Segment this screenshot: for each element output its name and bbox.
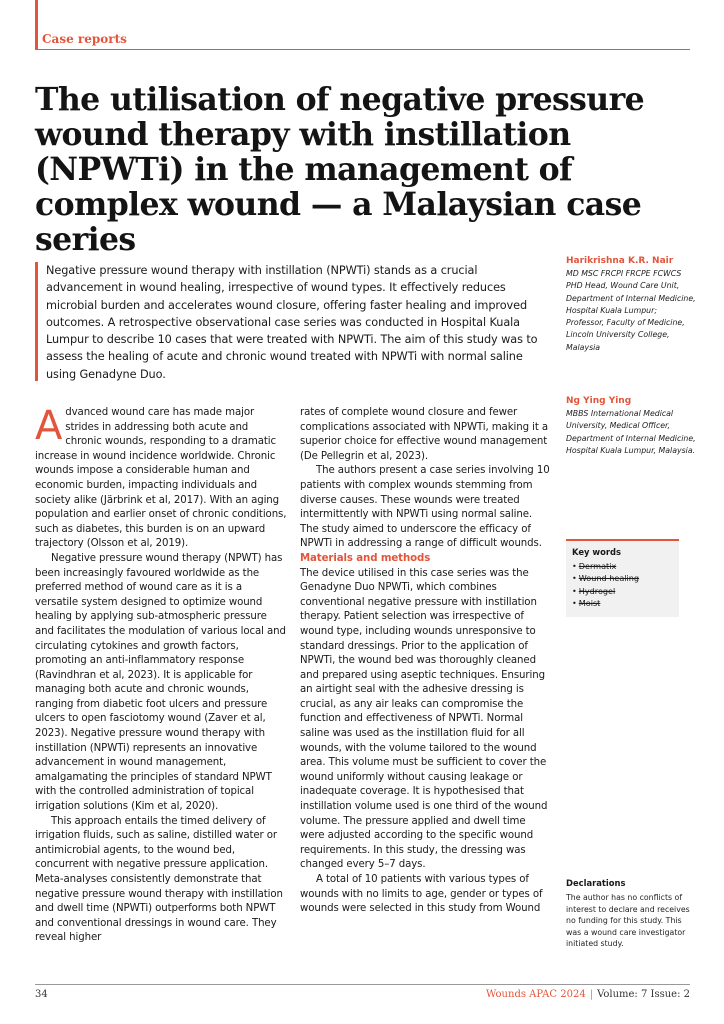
keywords-title: Key words — [572, 547, 621, 557]
body-column-1 — [35, 403, 287, 946]
body-paragraph: A total of 10 patients with various types of wounds with no limits to age, gender or types of wounds were selected in this study from Wound — [300, 874, 543, 915]
footer-journal-info — [486, 989, 690, 1000]
keywords-list — [572, 560, 673, 610]
author-affiliation: MBBS International Medical University, Medical Officer, Department of Internal Medicine, Hospital Kuala Lumpur, Malaysia. — [566, 409, 696, 455]
author-name: Ng Ying Ying — [566, 396, 632, 406]
declarations-title: Declarations — [566, 878, 626, 888]
abstract: Negative pressure wound therapy with instillation (NPWTi) stands as a crucial advancement in wound healing, irrespective of wound types. It effectively reduces microbial burden and accelerates wound closure, offering faster healing and improved outcomes. A retrospective observational case series was conducted in Hospital Kuala Lumpur to describe 10 cases that were treated with NPWTi. The aim of this study was to assess the healing of acute and chronic wound treated with NPWTi with normal saline using Genadyne Duo. — [46, 264, 538, 381]
keyword-item: • Wound healing — [572, 572, 673, 584]
page-number: 34 — [35, 989, 48, 1000]
abstract-accent-bar — [35, 262, 38, 381]
body-paragraph: This approach entails the timed delivery of irrigation fluids, such as saline, distilled water or antimicrobial agents, to the wound bed, concurrent with negative pressure application. Meta-analyses consistently demonstrate that negative pressure wound therapy with instillation and dwell time (NPWTi) outperforms both NPWT and conventional dressings in wound care. They reveal higher — [35, 815, 283, 944]
keyword-item: • Dermatix — [572, 560, 673, 572]
article-title: The utilisation of negative pressure wound therapy with instillation (NPWTi) in the management of complex wound — a Malaysian case series — [35, 81, 645, 258]
keyword-item: • Moist — [572, 597, 673, 609]
journal-name: Wounds APAC 2024 — [485, 989, 586, 1000]
body-paragraph: rates of complete wound closure and fewer complications associated with NPWTi, making it a superior choice for effective wound management (De Pellegrin et al, 2023). — [300, 407, 548, 462]
body-column-2 — [300, 406, 552, 917]
drop-cap: A — [35, 403, 63, 449]
section-label: Case reports — [42, 32, 127, 46]
keyword-item: • Hydrogel — [572, 585, 673, 597]
section-rule — [35, 49, 690, 50]
declarations-block — [566, 878, 696, 950]
section-accent-bar — [35, 0, 38, 50]
author-block-2 — [566, 396, 696, 457]
body-paragraph: The authors present a case series involving 10 patients with complex wounds stemming from diverse causes. These wounds were treated intermittently with NPWTi using normal saline. The study aimed to underscore the efficacy of NPWTi in addressing a range of difficult wounds. — [300, 465, 550, 550]
volume-issue: Volume: 7 Issue: 2 — [597, 989, 690, 1000]
footer-separator: | — [589, 989, 594, 1000]
author-block-1 — [566, 256, 696, 354]
methods-heading: Materials and methods — [300, 552, 431, 564]
author-affiliation: MD MSC FRCPI FRCPE FCWCS PHD Head, Wound Care Unit, Department of Internal Medicine, Hospital Kuala Lumpur; Professor, Faculty of Medicine, Lincoln University College, Malaysia — [566, 269, 696, 352]
author-name: Harikrishna K.R. Nair — [566, 256, 674, 266]
body-paragraph: Negative pressure wound therapy (NPWT) has been increasingly favoured worldwide as the preferred method of wound care as it is a versatile system designed to optimize wound healing by applying sub-atmospheric pressure and facilitates the modulation of various local and circulating cytokines and growth factors, promoting an anti-inflammatory response (Ravindhran et al, 2023). It is applicable for managing both acute and chronic wounds, ranging from diabetic foot ulcers and pressure ulcers to open fasciotomy wound (Zaver et al, 2023). Negative pressure wound therapy with instillation (NPWTi) represents an innovative advancement in wound management, amalgamating the principles of standard NPWT with the controlled administration of topical irrigation solutions (Kim et al, 2020). — [35, 552, 286, 813]
body-paragraph: Advanced wound care has made major strides in addressing both acute and chronic wounds, responding to a dramatic increase in wound incidence worldwide. Chronic wounds impose a considerable human and economic burden, impacting individuals and society alike (Järbrink et al, 2017). With an aging population and earlier onset of chronic conditions, such as diabetes, this burden is on an upward trajectory (Olsson et al, 2019). — [35, 403, 287, 550]
footer-rule — [35, 984, 690, 985]
body-paragraph: The device utilised in this case series was the Genadyne Duo NPWTi, which combines conventional negative pressure with instillation therapy. Patient selection was irrespective of wound type, including wounds unresponsive to standard dressings. Prior to the application of NPWTi, the wound bed was thoroughly cleaned and prepared using aseptic techniques. Ensuring an airtight seal with the adhesive dressing is crucial, as any air leaks can compromise the function and effectiveness of NPWTi. Normal saline was used as the instillation fluid for all wounds, with the volume tailored to the wound area. This volume must be sufficient to cover the wound uniformly without causing leakage or inadequate coverage. It is hypothesised that instillation volume used is one third of the wound volume. The pressure applied and dwell time were adjusted according to the specific wound requirements. In this study, the dressing was changed every 5–7 days. — [300, 567, 548, 871]
keywords-box — [566, 539, 679, 617]
declarations-text: The author has no conflicts of interest to declare and receives no funding for this study. This was a wound care investigator initiated study. — [566, 893, 690, 948]
